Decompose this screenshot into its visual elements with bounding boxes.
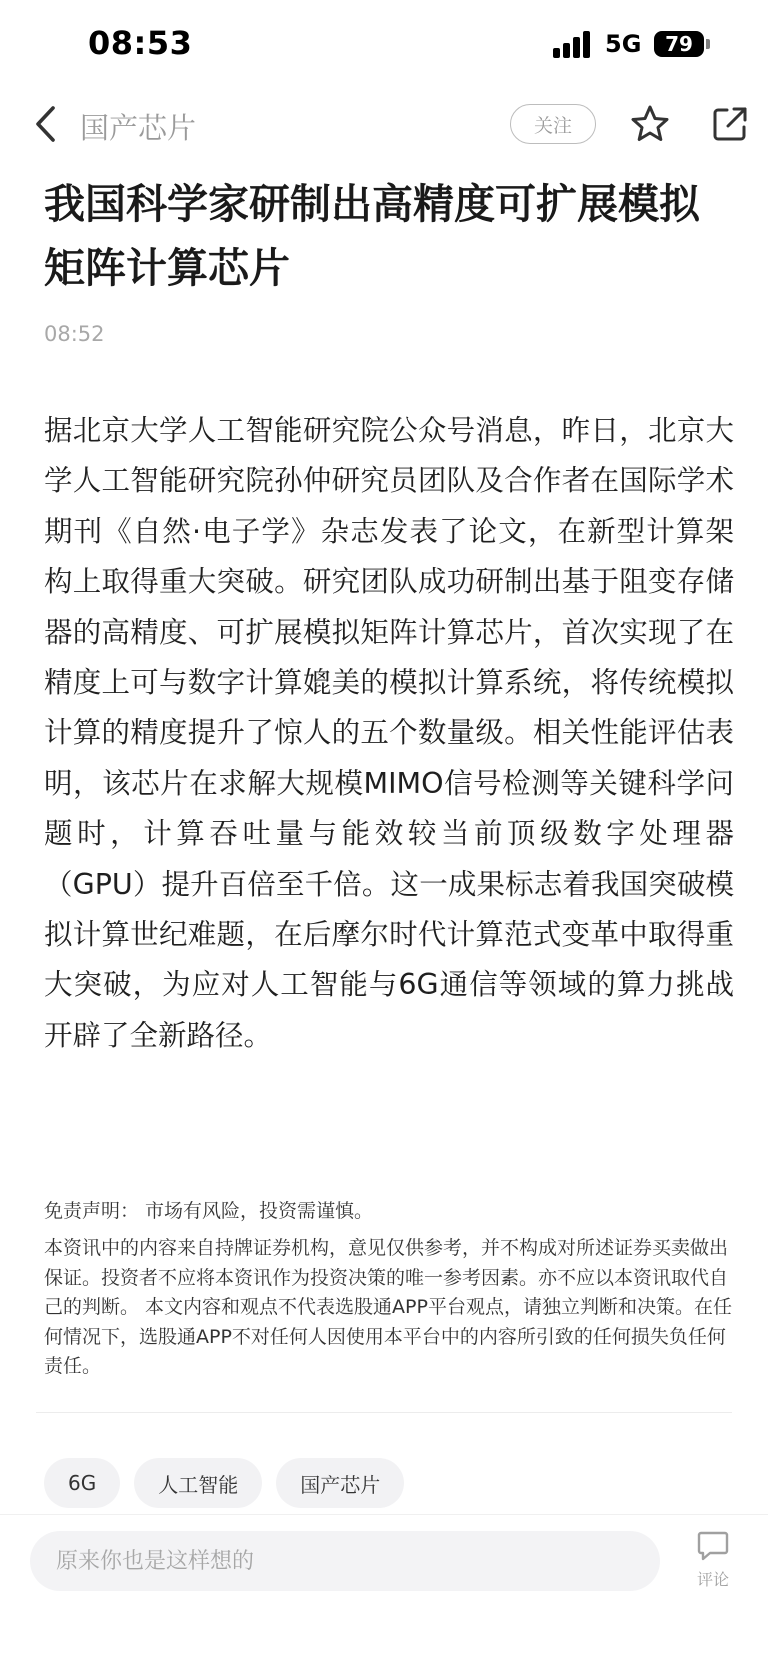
channel-title[interactable]: 国产芯片 <box>80 111 197 145</box>
status-time: 08:53 <box>88 24 193 62</box>
article-body: 据北京大学人工智能研究院公众号消息，昨日，北京大学人工智能研究院孙仲研究员团队及合作者在国际学术期刊《自然·电子学》杂志发表了论文，在新型计算架构上取得重大突破。研究团队成功研制出基于阻变存储器的高精度、可扩展模拟矩阵计算芯片，首次实现了在精度上可与数字计算媲美的模拟计算系统，将传统模拟计算的精度提升了惊人的五个数量级。相关性能评估表明，该芯片在求解大规模MIMO信号检测等关键科学问题时，计算吞吐量与能效较当前顶级数字处理器（GPU）提升百倍至千倍。这一成果标志着我国突破模拟计算世纪难题，在后摩尔时代计算范式变革中取得重大突破，为应对人工智能与6G通信等领域的算力挑战开辟了全新路径。 <box>44 414 734 1052</box>
battery-cap <box>706 39 710 49</box>
nav-bar <box>0 92 768 180</box>
comment-icon <box>696 1529 730 1563</box>
share-icon <box>711 105 749 143</box>
status-bar <box>0 0 768 92</box>
tag-domestic-chip[interactable]: 国产芯片 <box>276 1458 404 1508</box>
follow-button[interactable]: 关注 <box>510 104 596 144</box>
back-button[interactable] <box>22 96 70 152</box>
cellular-signal-icon <box>553 30 593 58</box>
tag-ai[interactable]: 人工智能 <box>134 1458 262 1508</box>
comment-label: 评论 <box>696 1570 729 1589</box>
share-button[interactable] <box>706 100 754 148</box>
disclaimer-body: 本资讯中的内容来自持牌证券机构，意见仅供参考，并不构成对所述证券买卖做出保证。投资者不应将本资讯作为投资决策的唯一参考因素。亦不应以本资讯取代自己的判断。 本文内容和观点不代表选股通APP平台观点，请独立判断和决策。在任何情况下，选股通APP不对任何人因使用本平台中的内容所引致的任何损失负任何责任。 <box>44 1237 732 1377</box>
article-title: 我国科学家研制出高精度可扩展模拟矩阵计算芯片 <box>44 180 700 292</box>
comment-button[interactable] <box>688 1529 738 1601</box>
divider <box>36 1412 732 1413</box>
disclaimer-heading: 免责声明： 市场有风险，投资需谨慎。 <box>44 1200 374 1222</box>
comment-input[interactable] <box>30 1531 660 1591</box>
bottom-bar <box>0 1514 768 1662</box>
battery-level: 79 <box>665 32 693 56</box>
battery-icon <box>654 31 704 57</box>
back-icon <box>33 104 59 144</box>
favorite-button[interactable] <box>626 100 674 148</box>
star-icon <box>630 104 670 144</box>
tag-list <box>44 1458 404 1508</box>
publish-time: 08:52 <box>44 322 105 346</box>
tag-6g[interactable]: 6G <box>44 1458 120 1508</box>
network-type: 5G <box>605 30 642 58</box>
